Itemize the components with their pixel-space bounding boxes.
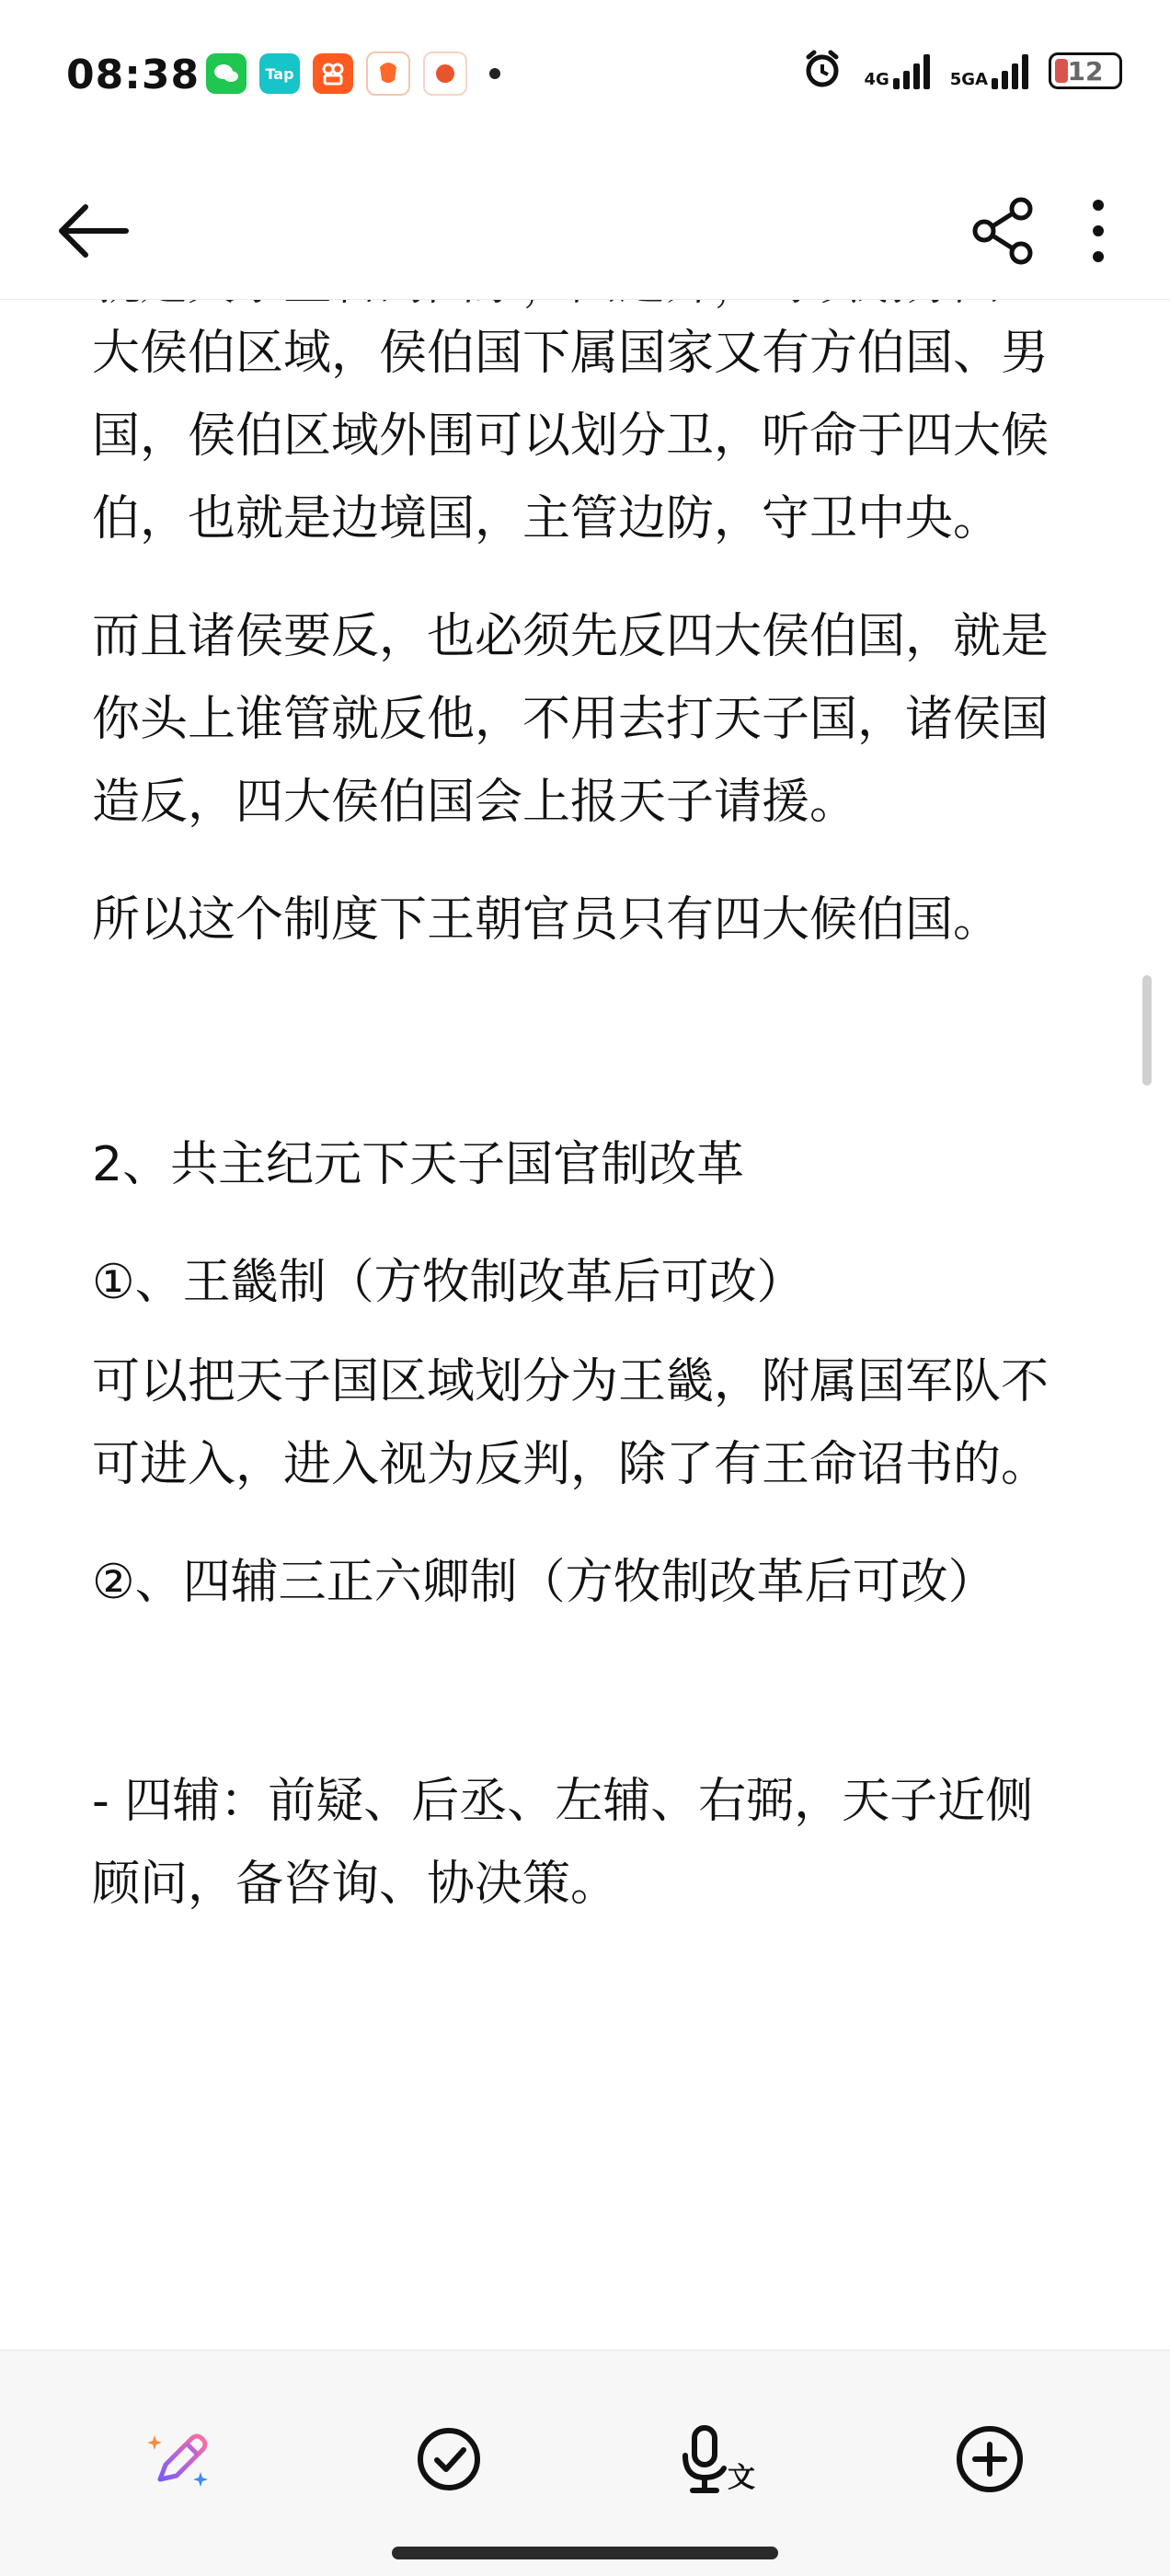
signal-bars-icon [893, 52, 930, 89]
more-options-button[interactable] [1052, 190, 1144, 272]
network-type-2: 5GA [949, 70, 988, 89]
note-paragraph: 所以这个制度下王朝官员只有四大候伯国。 [92, 892, 1002, 948]
cell-signal-1 [864, 52, 929, 89]
more-vertical-icon [1089, 196, 1107, 266]
cell-signal-2 [950, 52, 1028, 89]
wechat-icon [206, 53, 247, 94]
note-paragraph: 而且诸侯要反，也必须先反四大侯伯国，就是你头上谁管就反他，不用去打天子国，诸侯国造反，四大侯伯国会上报天子请援。 [92, 609, 1050, 830]
status-time: 08:38 [66, 52, 201, 98]
notification-icons [206, 52, 500, 96]
back-button[interactable] [46, 190, 138, 272]
more-notifications-dot [489, 68, 500, 79]
red-app-icon [423, 52, 467, 96]
note-paragraph: - 四辅：前疑、后丞、左辅、右弼，天子近侧顾问，备咨询、协决策。 [92, 1774, 1034, 1912]
taptap-icon: Tap [259, 53, 300, 94]
shopping-app-icon [366, 52, 410, 96]
svg-text:文: 文 [728, 2462, 755, 2494]
ai-pen-button[interactable] [125, 2404, 235, 2514]
note-content[interactable] [92, 299, 1078, 2351]
battery-percent: 12 [1067, 55, 1104, 86]
share-button[interactable] [958, 190, 1050, 272]
note-paragraph: 大侯伯区域，侯伯国下属国家又有方伯国、男国，侯伯区域外围可以划分卫，听命于四大候伯，也就是边境国，主管边防，守卫中央。 [92, 326, 1050, 546]
network-type-1: 4G [864, 70, 889, 89]
status-right [801, 48, 1122, 94]
note-subheading: ②、四辅三正六卿制（方牧制改革后可改） [92, 1555, 996, 1610]
app-bar [0, 156, 1170, 300]
scrollbar[interactable] [1142, 975, 1152, 1086]
share-icon [969, 196, 1039, 266]
check-circle-icon [412, 2422, 486, 2496]
home-indicator[interactable] [392, 2547, 778, 2559]
signal-bars-icon [992, 52, 1028, 89]
voice-to-text-button[interactable] [664, 2404, 774, 2514]
battery-icon [1049, 52, 1122, 89]
note-subheading: ①、王畿制（方牧制改革后可改） [92, 1255, 805, 1310]
mic-text-icon [678, 2422, 761, 2496]
bottom-toolbar [0, 2350, 1170, 2576]
kuaishou-icon [313, 53, 353, 94]
status-bar [0, 0, 1170, 156]
note-heading: 2、共主纪元下天子国官制改革 [92, 1137, 745, 1192]
add-button[interactable] [935, 2404, 1045, 2514]
alarm-icon [801, 48, 843, 94]
checklist-button[interactable] [394, 2404, 504, 2514]
magic-pen-icon [143, 2422, 217, 2496]
note-paragraph: 可以把天子国区域划分为王畿，附属国军队不可进入，进入视为反判，除了有王命诏书的。 [92, 1354, 1050, 1492]
plus-circle-icon [953, 2422, 1027, 2496]
back-arrow-icon [52, 199, 132, 263]
